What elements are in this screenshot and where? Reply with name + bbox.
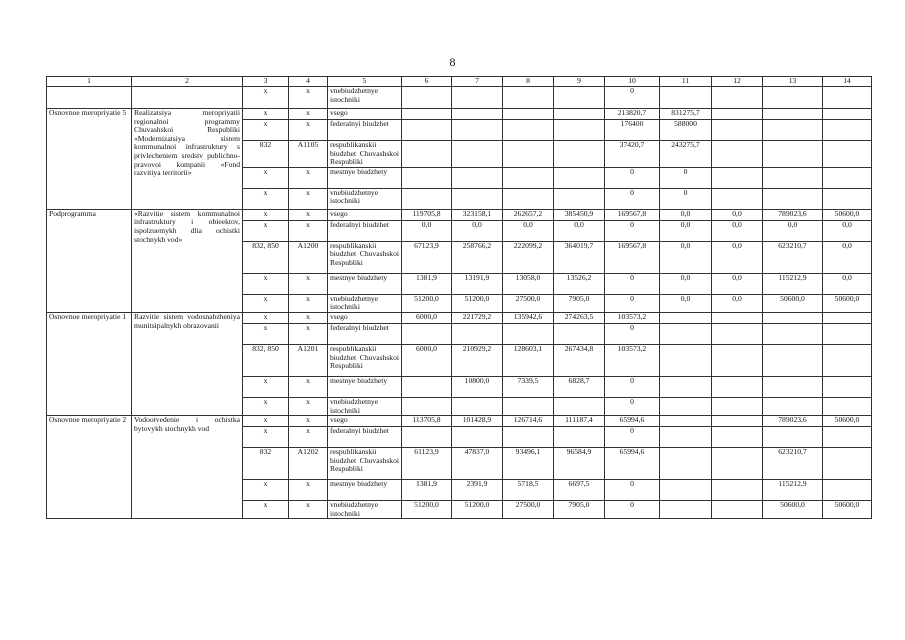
amount-cell: 0,0: [823, 241, 872, 273]
amount-cell: 0,0: [712, 220, 763, 241]
column-number-3: 3: [243, 77, 289, 87]
amount-cell: 50600,0: [823, 416, 872, 427]
amount-cell: 0,0: [660, 294, 712, 312]
amount-cell: 0: [605, 501, 660, 519]
column-number-4: 4: [289, 77, 328, 87]
amount-cell: 222099,2: [503, 241, 554, 273]
amount-cell: 65994,6: [605, 416, 660, 427]
target-code: x: [289, 209, 328, 220]
amount-cell: [712, 312, 763, 323]
amount-cell: 0: [605, 397, 660, 415]
budget-code: x: [243, 120, 289, 141]
amount-cell: 51200,0: [452, 294, 503, 312]
amount-cell: 0,0: [402, 220, 452, 241]
amount-cell: 0,0: [712, 241, 763, 273]
amount-cell: 93496,1: [503, 448, 554, 480]
amount-cell: 111187,4: [554, 416, 605, 427]
amount-cell: 213820,7: [605, 109, 660, 120]
funding-source: mestnye biudzhety: [328, 376, 402, 397]
amount-cell: [503, 87, 554, 109]
funding-source: federalnyi biudzhet: [328, 427, 402, 448]
funding-source: federalnyi biudzhet: [328, 323, 402, 344]
measure-description: [132, 87, 243, 109]
funding-source: vsego: [328, 209, 402, 220]
table-row: [47, 109, 872, 120]
amount-cell: 0,0: [823, 220, 872, 241]
funding-source: vnebiudzhetnye istochniki: [328, 188, 402, 209]
amount-cell: [712, 397, 763, 415]
target-code: A1200: [289, 241, 328, 273]
funding-source: vnebiudzhetnye istochniki: [328, 294, 402, 312]
funding-source: federalnyi biudzhet: [328, 120, 402, 141]
amount-cell: 51200,0: [452, 501, 503, 519]
amount-cell: [763, 397, 823, 415]
measure-description: Razvitie sistem vodosnabzheniya munitsipalnykh obrazovanii: [132, 312, 243, 415]
amount-cell: 115212,9: [763, 273, 823, 294]
amount-cell: 113705,8: [402, 416, 452, 427]
amount-cell: 103573,2: [605, 344, 660, 376]
amount-cell: [554, 188, 605, 209]
amount-cell: 51200,0: [402, 501, 452, 519]
amount-cell: 96584,9: [554, 448, 605, 480]
column-number-14: 14: [823, 77, 872, 87]
amount-cell: 61123,9: [402, 448, 452, 480]
amount-cell: [402, 323, 452, 344]
target-code: x: [289, 416, 328, 427]
amount-cell: [452, 109, 503, 120]
amount-cell: 0,0: [554, 220, 605, 241]
amount-cell: [402, 376, 452, 397]
amount-cell: [503, 427, 554, 448]
amount-cell: [402, 397, 452, 415]
amount-cell: [763, 109, 823, 120]
amount-cell: [712, 87, 763, 109]
amount-cell: 623210,7: [763, 448, 823, 480]
amount-cell: [712, 167, 763, 188]
budget-code: x: [243, 416, 289, 427]
amount-cell: [503, 120, 554, 141]
amount-cell: [452, 167, 503, 188]
amount-cell: 0,0: [660, 220, 712, 241]
amount-cell: 1381,9: [402, 273, 452, 294]
amount-cell: 13058,0: [503, 273, 554, 294]
target-code: A1201: [289, 344, 328, 376]
budget-code: x: [243, 323, 289, 344]
amount-cell: 7339,5: [503, 376, 554, 397]
target-code: x: [289, 109, 328, 120]
amount-cell: [712, 416, 763, 427]
funding-source: vnebiudzhetnye istochniki: [328, 87, 402, 109]
amount-cell: [712, 188, 763, 209]
target-code: x: [289, 376, 328, 397]
budget-code: x: [243, 294, 289, 312]
column-number-10: 10: [605, 77, 660, 87]
measure-name: Osnovnoe meropriyatie 1: [47, 312, 132, 415]
budget-code: 832, 850: [243, 241, 289, 273]
amount-cell: [660, 480, 712, 501]
amount-cell: 51200,0: [402, 294, 452, 312]
amount-cell: 623210,7: [763, 241, 823, 273]
target-code: A1105: [289, 141, 328, 168]
column-number-2: 2: [132, 77, 243, 87]
amount-cell: 385450,9: [554, 209, 605, 220]
budget-code: 832, 850: [243, 344, 289, 376]
amount-cell: [763, 167, 823, 188]
column-number-11: 11: [660, 77, 712, 87]
amount-cell: [712, 480, 763, 501]
amount-cell: [712, 427, 763, 448]
amount-cell: 262657,2: [503, 209, 554, 220]
amount-cell: 115212,9: [763, 480, 823, 501]
funding-source: vsego: [328, 416, 402, 427]
amount-cell: 1381,9: [402, 480, 452, 501]
amount-cell: 103573,2: [605, 312, 660, 323]
amount-cell: [452, 120, 503, 141]
funding-source: vnebiudzhetnye istochniki: [328, 501, 402, 519]
amount-cell: 169567,8: [605, 241, 660, 273]
target-code: x: [289, 323, 328, 344]
column-number-9: 9: [554, 77, 605, 87]
amount-cell: [660, 427, 712, 448]
amount-cell: 47837,0: [452, 448, 503, 480]
column-number-8: 8: [503, 77, 554, 87]
amount-cell: [503, 397, 554, 415]
target-code: x: [289, 501, 328, 519]
budget-code: 832: [243, 448, 289, 480]
amount-cell: [402, 167, 452, 188]
target-code: x: [289, 87, 328, 109]
amount-cell: [554, 120, 605, 141]
amount-cell: [763, 312, 823, 323]
funding-source: federalnyi biudzhet: [328, 220, 402, 241]
amount-cell: 210929,2: [452, 344, 503, 376]
measure-description: «Razvitie sistem kommunalnoi infrastruktury i obieektov, ispolzuemykh dlia ochistki stochnykh vod»: [132, 209, 243, 312]
column-number-12: 12: [712, 77, 763, 87]
amount-cell: 323158,1: [452, 209, 503, 220]
amount-cell: [712, 376, 763, 397]
column-number-13: 13: [763, 77, 823, 87]
amount-cell: 0: [605, 323, 660, 344]
amount-cell: [823, 188, 872, 209]
amount-cell: [452, 188, 503, 209]
budget-table: [46, 76, 872, 519]
amount-cell: 0,0: [823, 273, 872, 294]
amount-cell: 119705,8: [402, 209, 452, 220]
page-number: 8: [449, 55, 456, 69]
amount-cell: [452, 427, 503, 448]
measure-name: [47, 87, 132, 109]
amount-cell: [554, 323, 605, 344]
amount-cell: 0: [605, 427, 660, 448]
amount-cell: [823, 120, 872, 141]
amount-cell: 789023,6: [763, 209, 823, 220]
target-code: A1202: [289, 448, 328, 480]
target-code: x: [289, 312, 328, 323]
amount-cell: 6000,0: [402, 312, 452, 323]
amount-cell: [554, 427, 605, 448]
amount-cell: 831275,7: [660, 109, 712, 120]
amount-cell: [823, 167, 872, 188]
amount-cell: [660, 501, 712, 519]
amount-cell: [712, 141, 763, 168]
amount-cell: [554, 167, 605, 188]
amount-cell: [823, 87, 872, 109]
amount-cell: 364019,7: [554, 241, 605, 273]
column-number-1: 1: [47, 77, 132, 87]
amount-cell: 274263,5: [554, 312, 605, 323]
amount-cell: [823, 141, 872, 168]
amount-cell: 50600,0: [823, 294, 872, 312]
amount-cell: [503, 323, 554, 344]
amount-cell: [660, 416, 712, 427]
amount-cell: [712, 120, 763, 141]
amount-cell: [823, 397, 872, 415]
amount-cell: 10800,0: [452, 376, 503, 397]
amount-cell: 6697,5: [554, 480, 605, 501]
amount-cell: 0: [605, 480, 660, 501]
budget-code: x: [243, 109, 289, 120]
funding-source: mestnye biudzhety: [328, 167, 402, 188]
budget-code: x: [243, 501, 289, 519]
amount-cell: 50600,0: [823, 501, 872, 519]
amount-cell: [554, 141, 605, 168]
target-code: x: [289, 167, 328, 188]
funding-source: vsego: [328, 312, 402, 323]
amount-cell: [763, 376, 823, 397]
amount-cell: 258766,2: [452, 241, 503, 273]
amount-cell: 50600,0: [763, 501, 823, 519]
amount-cell: 176400: [605, 120, 660, 141]
target-code: x: [289, 220, 328, 241]
amount-cell: [402, 141, 452, 168]
amount-cell: 0: [660, 188, 712, 209]
amount-cell: [660, 87, 712, 109]
amount-cell: 126714,6: [503, 416, 554, 427]
amount-cell: [763, 120, 823, 141]
funding-source: respublikanskii biudzhet Chuvashskoi Respubliki: [328, 344, 402, 376]
amount-cell: 6828,7: [554, 376, 605, 397]
column-number-6: 6: [402, 77, 452, 87]
funding-source: respublikanskii biudzhet Chuvashskoi Respubliki: [328, 448, 402, 480]
amount-cell: [763, 87, 823, 109]
amount-cell: 0: [605, 273, 660, 294]
amount-cell: [823, 376, 872, 397]
amount-cell: [503, 188, 554, 209]
budget-code: x: [243, 427, 289, 448]
amount-cell: [452, 87, 503, 109]
amount-cell: 0,0: [452, 220, 503, 241]
target-code: x: [289, 427, 328, 448]
table-row: [47, 416, 872, 427]
amount-cell: [823, 480, 872, 501]
amount-cell: [712, 501, 763, 519]
measure-name: Osnovnoe meropriyatie 2: [47, 416, 132, 519]
amount-cell: 27500,0: [503, 294, 554, 312]
measure-name: Osnovnoe meropriyatie 5: [47, 109, 132, 210]
target-code: x: [289, 273, 328, 294]
amount-cell: 50600,0: [763, 294, 823, 312]
amount-cell: [402, 120, 452, 141]
amount-cell: [823, 427, 872, 448]
budget-code: x: [243, 188, 289, 209]
amount-cell: 0: [605, 188, 660, 209]
amount-cell: [660, 397, 712, 415]
amount-cell: 7905,0: [554, 294, 605, 312]
budget-code: x: [243, 167, 289, 188]
amount-cell: [452, 141, 503, 168]
target-code: x: [289, 480, 328, 501]
amount-cell: 243275,7: [660, 141, 712, 168]
amount-cell: 13526,2: [554, 273, 605, 294]
budget-code: x: [243, 273, 289, 294]
amount-cell: 101428,9: [452, 416, 503, 427]
amount-cell: 128603,1: [503, 344, 554, 376]
amount-cell: 2391,9: [452, 480, 503, 501]
budget-code: x: [243, 220, 289, 241]
budget-code: x: [243, 376, 289, 397]
amount-cell: 5718,5: [503, 480, 554, 501]
amount-cell: [660, 376, 712, 397]
amount-cell: 0,0: [712, 273, 763, 294]
table-row: [47, 312, 872, 323]
amount-cell: 0,0: [660, 273, 712, 294]
target-code: x: [289, 188, 328, 209]
amount-cell: 221729,2: [452, 312, 503, 323]
amount-cell: [763, 141, 823, 168]
amount-cell: 7905,0: [554, 501, 605, 519]
funding-source: mestnye biudzhety: [328, 480, 402, 501]
amount-cell: 0,0: [660, 209, 712, 220]
budget-code: x: [243, 480, 289, 501]
column-number-5: 5: [328, 77, 402, 87]
amount-cell: 67123,9: [402, 241, 452, 273]
amount-cell: 0,0: [712, 209, 763, 220]
target-code: x: [289, 120, 328, 141]
amount-cell: 267434,8: [554, 344, 605, 376]
amount-cell: [503, 167, 554, 188]
funding-source: vsego: [328, 109, 402, 120]
amount-cell: [763, 188, 823, 209]
amount-cell: [554, 87, 605, 109]
amount-cell: 27500,0: [503, 501, 554, 519]
column-number-7: 7: [452, 77, 503, 87]
amount-cell: [503, 141, 554, 168]
amount-cell: [823, 312, 872, 323]
amount-cell: [452, 397, 503, 415]
amount-cell: [712, 344, 763, 376]
amount-cell: [763, 323, 823, 344]
amount-cell: [402, 427, 452, 448]
amount-cell: 0,0: [660, 241, 712, 273]
measure-name: Podprogramma: [47, 209, 132, 312]
amount-cell: 13191,9: [452, 273, 503, 294]
measure-description: Vodootvedenie i ochistka bytovykh stochnykh vod: [132, 416, 243, 519]
amount-cell: 588000: [660, 120, 712, 141]
amount-cell: [402, 109, 452, 120]
funding-source: respublikanskii biudzhet Chuvashskoi Respubliki: [328, 141, 402, 168]
measure-description: Realizatsiya meropriyatii regionalnoi programmy Chuvashskoi Respubliki «Modernizatsiya sistem kommunalnoi infrastruktury s privlecheniem sredstv publichno-pravovoi kompanii «Fond razvitiya territorii»: [132, 109, 243, 210]
amount-cell: [452, 323, 503, 344]
table-row: [47, 209, 872, 220]
budget-code: x: [243, 87, 289, 109]
budget-code: x: [243, 397, 289, 415]
amount-cell: [660, 448, 712, 480]
budget-code: x: [243, 312, 289, 323]
amount-cell: [712, 448, 763, 480]
amount-cell: 37420,7: [605, 141, 660, 168]
amount-cell: [660, 344, 712, 376]
header-row: [47, 77, 872, 87]
amount-cell: [660, 323, 712, 344]
funding-source: mestnye biudzhety: [328, 273, 402, 294]
amount-cell: [554, 109, 605, 120]
amount-cell: 0: [605, 220, 660, 241]
amount-cell: 135942,6: [503, 312, 554, 323]
amount-cell: [503, 109, 554, 120]
amount-cell: 0: [605, 87, 660, 109]
amount-cell: [712, 323, 763, 344]
amount-cell: [823, 323, 872, 344]
amount-cell: 0: [605, 294, 660, 312]
target-code: x: [289, 294, 328, 312]
funding-source: vnebiudzhetnye istochniki: [328, 397, 402, 415]
amount-cell: 0,0: [763, 220, 823, 241]
funding-source: respublikanskii biudzhet Chuvashskoi Respubliki: [328, 241, 402, 273]
amount-cell: 0: [660, 167, 712, 188]
amount-cell: [823, 448, 872, 480]
budget-code: x: [243, 209, 289, 220]
amount-cell: 65994,6: [605, 448, 660, 480]
budget-code: 832: [243, 141, 289, 168]
amount-cell: 169567,8: [605, 209, 660, 220]
amount-cell: [763, 344, 823, 376]
target-code: x: [289, 397, 328, 415]
amount-cell: [402, 87, 452, 109]
amount-cell: [660, 312, 712, 323]
amount-cell: [712, 109, 763, 120]
table-row: [47, 87, 872, 109]
amount-cell: 0: [605, 167, 660, 188]
amount-cell: [402, 188, 452, 209]
amount-cell: [763, 427, 823, 448]
amount-cell: 0,0: [712, 294, 763, 312]
amount-cell: 789023,6: [763, 416, 823, 427]
amount-cell: [823, 344, 872, 376]
amount-cell: 0,0: [503, 220, 554, 241]
amount-cell: 0: [605, 376, 660, 397]
amount-cell: 50600,0: [823, 209, 872, 220]
amount-cell: [823, 109, 872, 120]
amount-cell: [554, 397, 605, 415]
amount-cell: 6000,0: [402, 344, 452, 376]
